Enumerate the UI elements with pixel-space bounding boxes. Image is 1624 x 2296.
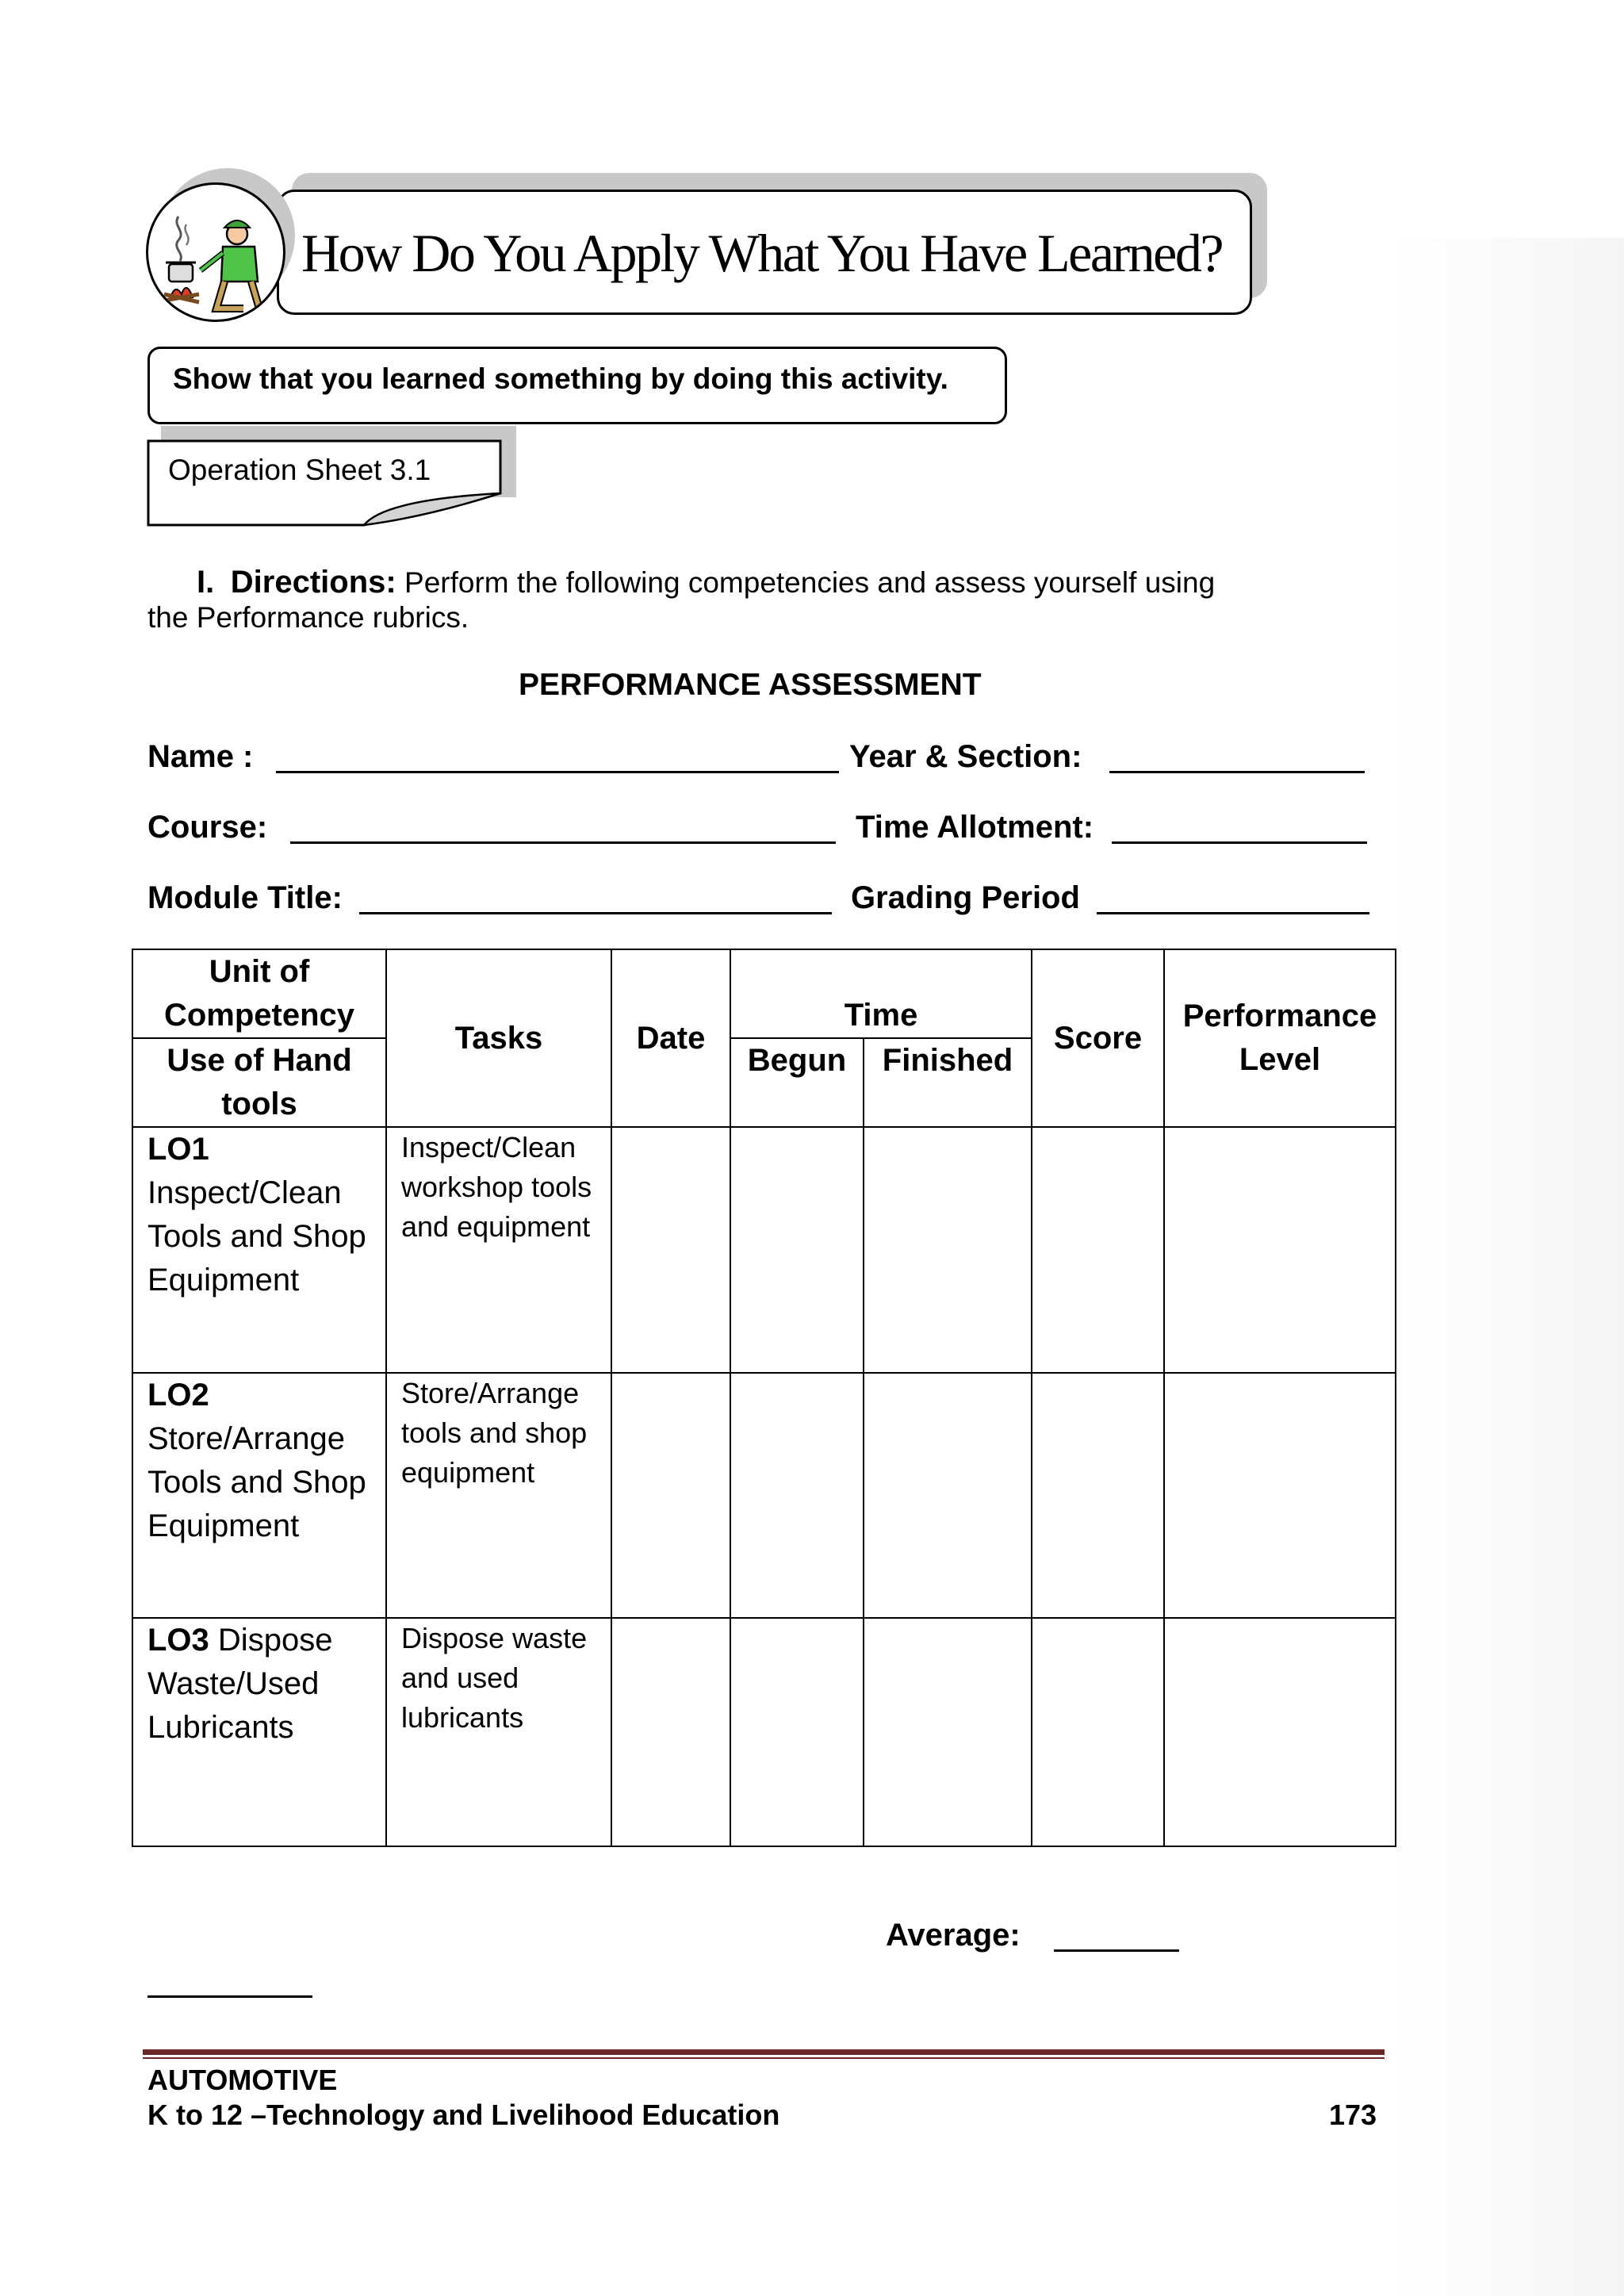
module-title-label: Module Title:: [147, 880, 343, 915]
finished-cell[interactable]: [864, 1127, 1032, 1373]
time-allotment-label: Time Allotment:: [856, 810, 1094, 845]
header-date: Date: [611, 949, 730, 1127]
header-time: Time: [730, 949, 1032, 1038]
performance-assessment-table: [132, 949, 1396, 1847]
footer-curriculum: K to 12 –Technology and Livelihood Education: [147, 2099, 780, 2131]
score-cell[interactable]: [1032, 1373, 1164, 1618]
competency-cell: [132, 1127, 386, 1373]
year-section-field[interactable]: [1109, 771, 1365, 773]
average-field[interactable]: [1054, 1949, 1179, 1952]
directions-number: I.: [197, 565, 215, 600]
lo-code: LO1: [147, 1132, 209, 1167]
directions-line-1: [197, 565, 1215, 600]
table-row: [132, 1373, 1396, 1618]
assessment-title: PERFORMANCE ASSESSMENT: [519, 668, 982, 702]
score-cell[interactable]: [1032, 1127, 1164, 1373]
operation-sheet-label: Operation Sheet 3.1: [168, 454, 431, 486]
lo-code: LO2: [147, 1378, 209, 1412]
finished-cell[interactable]: [864, 1373, 1032, 1618]
year-section-label: Year & Section:: [849, 739, 1082, 774]
footer-rule: [143, 2049, 1385, 2060]
directions-label: Directions:: [230, 565, 396, 600]
grading-period-field[interactable]: [1097, 912, 1369, 914]
footer-subject: AUTOMOTIVE: [147, 2064, 338, 2096]
header-tasks: Tasks: [386, 949, 611, 1127]
header-begun: Begun: [730, 1038, 864, 1127]
date-cell[interactable]: [611, 1373, 730, 1618]
begun-cell[interactable]: [730, 1127, 864, 1373]
page-number: 173: [1329, 2099, 1377, 2131]
directions-line-2: the Performance rubrics.: [147, 601, 469, 634]
grading-period-label: Grading Period: [851, 880, 1080, 915]
lo-code: LO3: [147, 1623, 209, 1658]
page-edge-shading: [1389, 238, 1624, 2296]
course-label: Course:: [147, 810, 268, 845]
performance-level-cell[interactable]: [1164, 1618, 1396, 1846]
name-field[interactable]: [276, 771, 839, 773]
task-cell: Inspect/Clean workshop tools and equipment: [386, 1127, 611, 1373]
performance-level-cell[interactable]: [1164, 1373, 1396, 1618]
header-performance-level: Performance Level: [1164, 949, 1396, 1127]
course-field[interactable]: [290, 841, 836, 844]
header-use-of-hand-tools: Use of Hand tools: [132, 1038, 386, 1127]
begun-cell[interactable]: [730, 1618, 864, 1846]
task-cell: Dispose waste and used lubricants: [386, 1618, 611, 1846]
begun-cell[interactable]: [730, 1373, 864, 1618]
competency-text: Store/Arrange Tools and Shop Equipment: [147, 1421, 366, 1543]
date-cell[interactable]: [611, 1618, 730, 1846]
competency-text: Inspect/Clean Tools and Shop Equipment: [147, 1175, 366, 1297]
competency-text: Dispose Waste/Used Lubricants: [147, 1623, 333, 1745]
competency-cell: [132, 1618, 386, 1846]
score-cell[interactable]: [1032, 1618, 1164, 1846]
finished-cell[interactable]: [864, 1618, 1032, 1846]
instruction-text: Show that you learned something by doing this activity.: [173, 362, 948, 395]
camper-at-campfire-icon: [146, 182, 285, 322]
directions-text: Perform the following competencies and assess yourself using: [404, 566, 1216, 599]
time-allotment-field[interactable]: [1112, 841, 1367, 844]
module-title-field[interactable]: [359, 912, 832, 914]
date-cell[interactable]: [611, 1127, 730, 1373]
header-unit-of-competency: Unit of Competency: [132, 949, 386, 1038]
table-row: [132, 1618, 1396, 1846]
performance-level-cell[interactable]: [1164, 1127, 1396, 1373]
signature-line[interactable]: [147, 1995, 312, 1998]
average-label: Average:: [886, 1918, 1021, 1953]
competency-cell: [132, 1373, 386, 1618]
footer-rule-thin: [143, 2057, 1385, 2059]
name-label: Name :: [147, 739, 254, 774]
header-finished: Finished: [864, 1038, 1032, 1127]
header-score: Score: [1032, 949, 1164, 1127]
footer-rule-thick: [143, 2049, 1385, 2055]
task-cell: Store/Arrange tools and shop equipment: [386, 1373, 611, 1618]
table-row: [132, 1127, 1396, 1373]
section-title: How Do You Apply What You Have Learned?: [301, 223, 1223, 283]
